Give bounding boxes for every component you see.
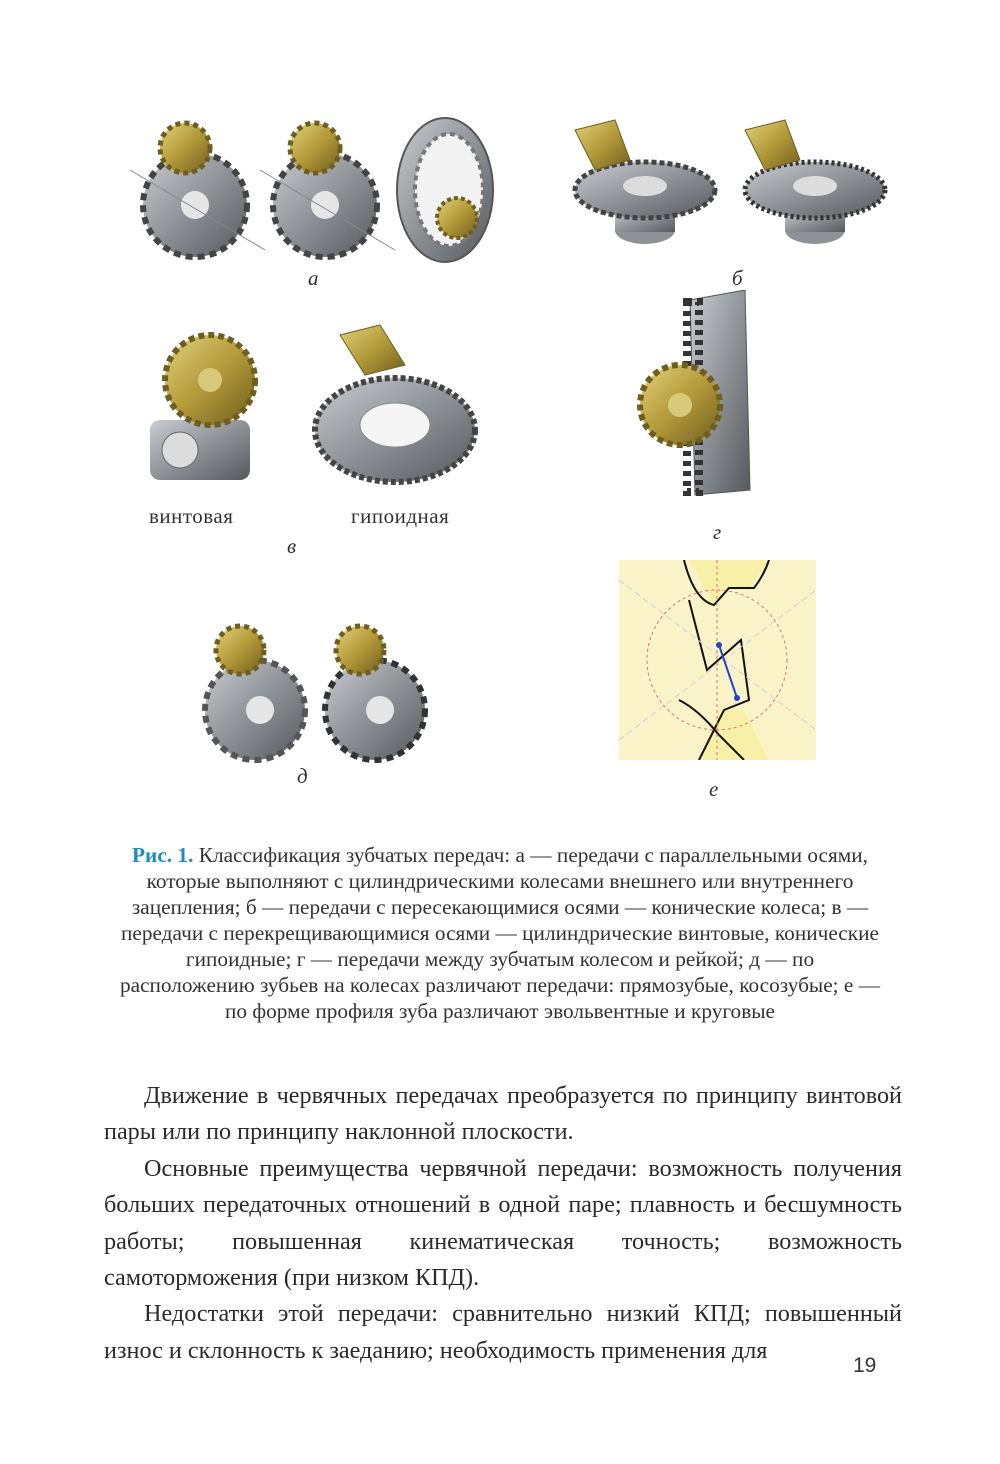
sublabel-gipoidnaya: гипоидная [351,504,450,528]
spur-gear-straight [205,626,305,760]
internal-gear-ring [397,118,493,262]
helical-gear-external [260,123,395,257]
bevel-gear-straight [575,120,715,244]
figure-a-spur-gears [125,110,505,270]
paragraph-3: Недостатки этой передачи: сравнительно низкий КПД; повышенный износ и склонность к заеданию; необходимость применения для [104,1300,902,1364]
helical-gear [325,626,425,760]
bevel-gear-spiral [745,120,885,244]
figure-label-v: в [287,534,297,558]
figure-d-tooth-arrangement [185,615,435,765]
figure-caption [118,842,882,1024]
hypoid-gear [315,325,475,482]
caption-label: Рис. 1. [132,843,194,867]
figure-label-a: а [308,266,319,290]
figure-e-tooth-profile [619,560,816,760]
page-number: 19 [853,1354,877,1377]
figure-b-bevel-gears [560,110,900,270]
figure-label-b: б [732,266,743,290]
paragraph-2: Основные преимущества червячной передачи: возможность получения больших передаточных отношений в одной паре; плавность и бесшумность работы; повышенная кинематическая точность; возможность самоторможения (при низком КПД). [104,1154,902,1292]
spur-gear-external-1 [130,123,265,257]
figure-label-e: е [709,777,719,801]
body-text [104,1078,902,1369]
figure-v-crossed-gears [140,320,480,500]
paragraph-1: Движение в червячных передачах преобразуется по принципу винтовой пары или по принципу наклонной плоскости. [104,1082,902,1146]
figure-g-rack-pinion [635,290,775,500]
caption-text: Классификация зубчатых передач: а — передачи с параллельными осями, которые выполняют с цилиндрическими колесами внешнего или внутреннего зацепления; б — передачи с пересекающимися осями — конические колеса; в — передачи с перекрещивающимися осями — цилиндрические винтовые, конические гипоидные; г — передачи между зубчатым колесом и рейкой; д — по расположению зубьев на колесах различают передачи: прямозубые, косозубые; е — по форме профиля зуба различают эвольвентные и круговые [119,843,880,1023]
figure-label-d: д [297,764,308,788]
screw-gear [150,335,255,480]
sublabel-vintovaya: винтовая [149,504,234,528]
figure-label-g: г [713,520,722,544]
